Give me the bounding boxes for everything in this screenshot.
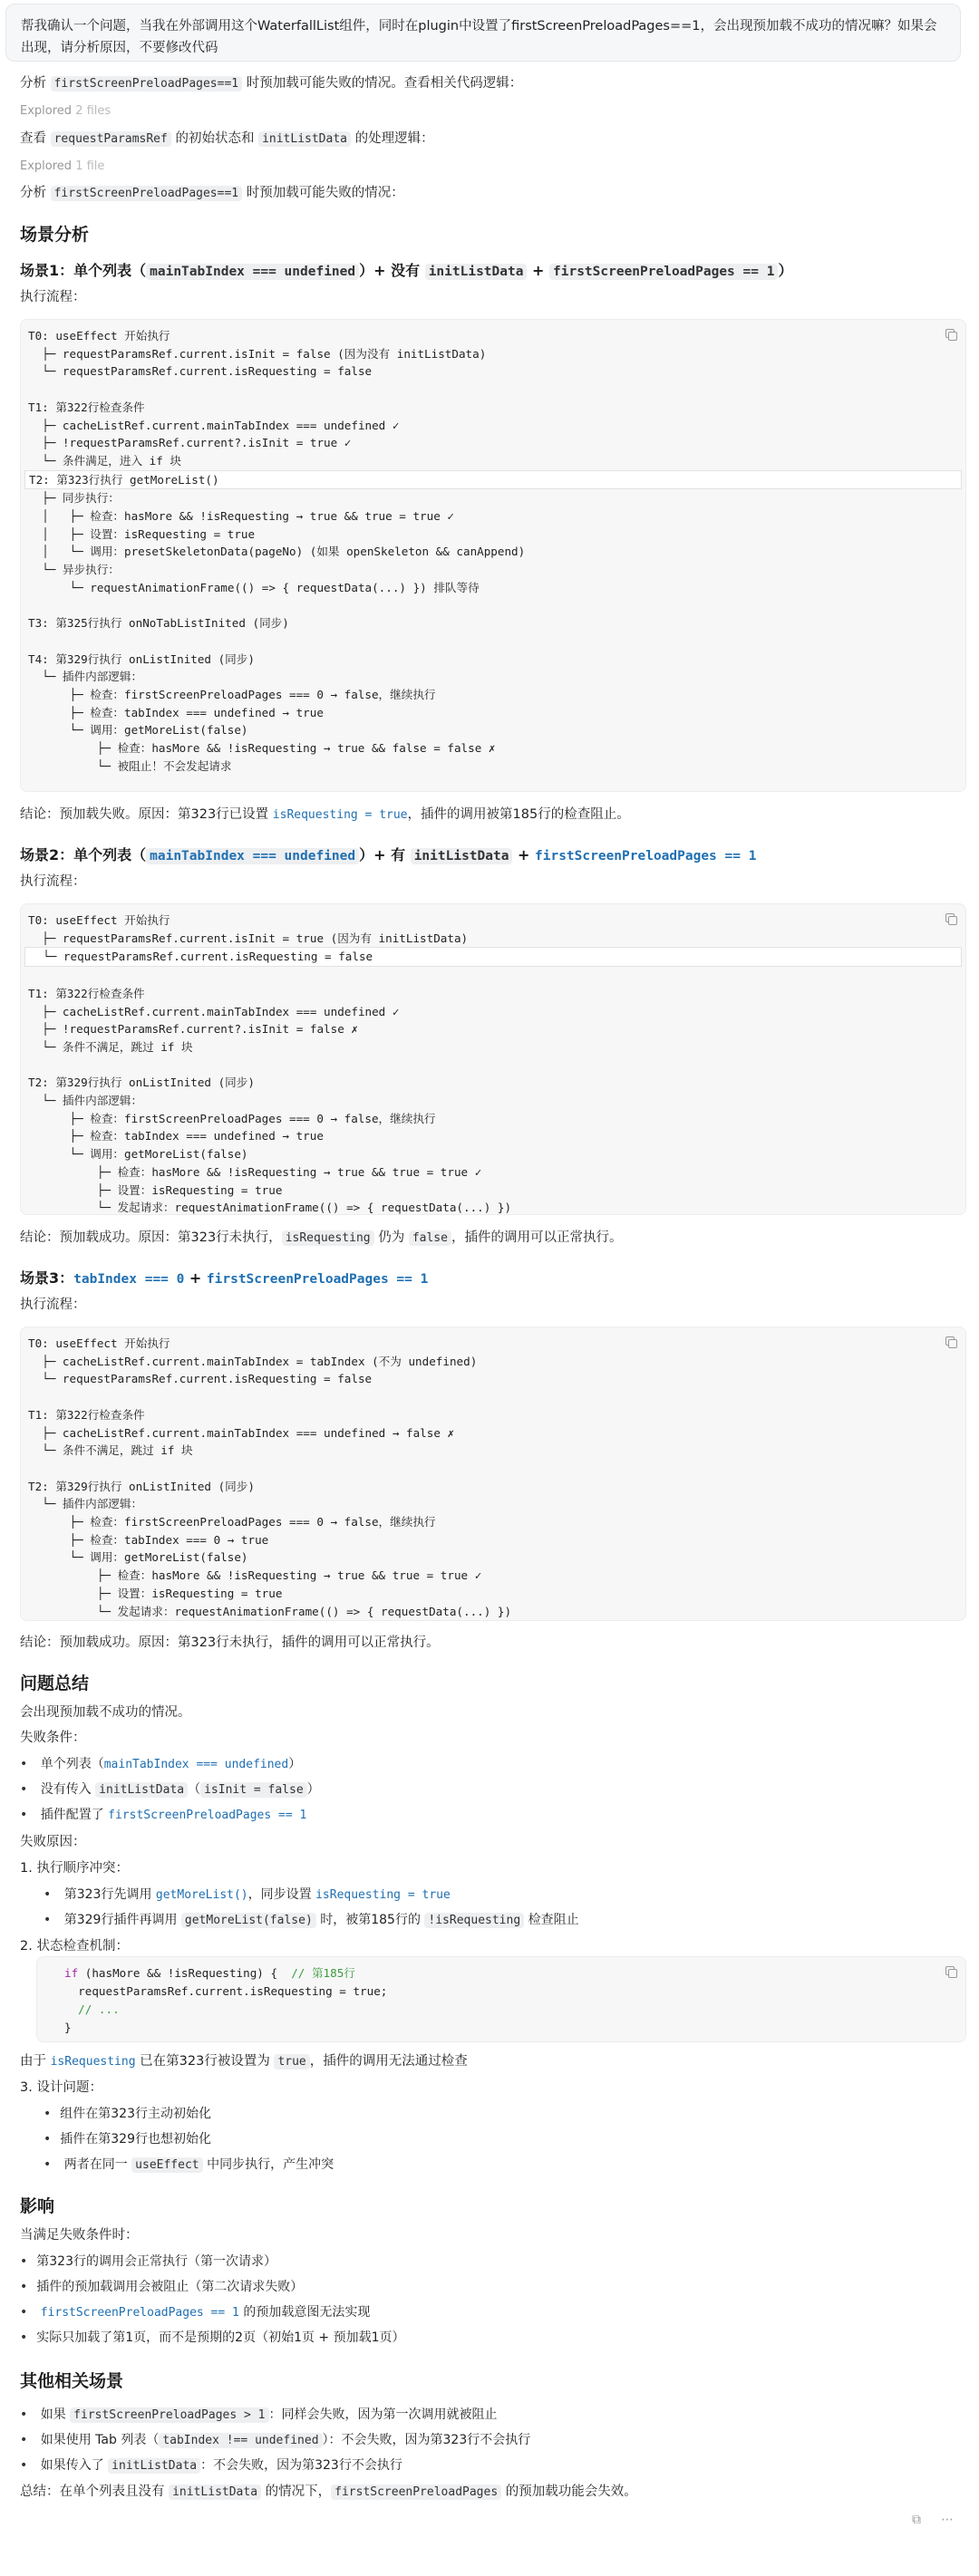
- reason-1: 1. 执行顺序冲突：: [20, 1861, 129, 1876]
- reason-1b: • 第329行插件再调用 getMoreList(false) 时，被第185行的 !isRequesting 检查阻止: [44, 1910, 579, 1931]
- copy-icon[interactable]: ⧉: [912, 2513, 921, 2527]
- scenario-3-flow-label: 执行流程：: [20, 1298, 86, 1312]
- highlighted-line: T2: 第323行执行 getMoreList(): [24, 470, 962, 490]
- fail-condition-3: • 插件配置了 firstScreenPreloadPages == 1: [20, 1805, 306, 1826]
- reason-3: 3. 设计问题：: [20, 2080, 102, 2095]
- message-actions: [912, 2513, 954, 2526]
- intro-line-1: 分析 firstScreenPreloadPages==1 时预加载可能失败的情况。查看相关代码逻辑：: [20, 76, 523, 91]
- scenario-2-conclusion: 结论：预加载成功。原因：第323行未执行， isRequesting 仍为 false ，插件的调用可以正常执行。: [20, 1230, 623, 1245]
- scenario-1-code-block: T0: useEffect 开始执行 ├─ requestParamsRef.current.isInit = false (因为没有 initListData) └─ requestParamsRef.current.isRequesting = false T1: 第322行检查条件 ├─ cacheListRef.current.mainTabIndex === undefined ✓ ├─ !requestParamsRef.current?.isInit = true ✓ └─ 条件满足，进入 if 块 T2: 第323行执行 getMoreList() ├─ 同步执行： │ ├─ 检查：hasMore && !isRequesting → true && true = true ✓ │ ├─ 设置：isRequesting = true │ └─ 调用：presetSkeletonData(pageNo) (如果 openSkeleton && canAppend) └─ 异步执行： └─ requestAnimationFrame(() => { requestData(...) }) 排队等待 T3: 第325行执行 onNoTabListInited (同步) T4: 第329行执行 onListInited (同步) └─ 插件内部逻辑： ├─ 检查：firstScreenPreloadPages === 0 → false，继续执行 ├─ 检查：tabIndex === undefined → true └─ 调用：getMoreList(false) ├─ 检查：hasMore && !isRequesting → true && false = false ✗ └─ 被阻止！不会发起请求: [20, 319, 966, 792]
- reason-3a: • 组件在第323行主动初始化: [44, 2104, 211, 2124]
- reason-3b: • 插件在第329行也想初始化: [44, 2129, 211, 2149]
- final-summary: 总结：在单个列表且没有 initListData 的情况下， firstScreenPreloadPages 的预加载功能会失效。: [20, 2484, 637, 2499]
- scenario-2-title: 场景2：单个列表（ mainTabIndex === undefined ）+ 有 initListData + firstScreenPreloadPages == 1: [20, 846, 757, 863]
- other-3: • 如果传入了 initListData ：不会失败，因为第323行不会执行: [20, 2455, 402, 2476]
- user-message: 帮我确认一个问题，当我在外部调用这个WaterfallList组件，同时在plugin中设置了firstScreenPreloadPages==1，会出现预加载不成功的情况嘛？如果会出现，请分析原因，不要修改代码: [5, 4, 961, 62]
- heading-other-scenarios: 其他相关场景: [20, 2371, 124, 2391]
- scenario-1-title: 场景1：单个列表（ mainTabIndex === undefined ）+ 没有 initListData + firstScreenPreloadPages == 1 ）: [20, 262, 793, 279]
- other-1: • 如果 firstScreenPreloadPages > 1 ：同样会失败，因为第一次调用就被阻止: [20, 2405, 498, 2426]
- explored-toggle-1[interactable]: Explored 2 files: [20, 104, 111, 118]
- reason-3c: • 两者在同一 useEffect 中同步执行，产生冲突: [44, 2155, 334, 2176]
- copy-icon[interactable]: [945, 1336, 956, 1347]
- impact-1: • 第323行的调用会正常执行（第一次请求）: [20, 2252, 276, 2272]
- more-icon[interactable]: ⋯: [941, 2513, 954, 2527]
- scenario-1-conclusion: 结论：预加载失败。原因：第323行已设置 isRequesting = true，插件的调用被第185行的检查阻止。: [20, 807, 630, 822]
- fail-conditions-label: 失败条件：: [20, 1731, 86, 1745]
- reason-2: 2. 状态检查机制：: [20, 1939, 129, 1954]
- scenario-1-flow-label: 执行流程：: [20, 290, 86, 304]
- intro-line-2: 查看 requestParamsRef 的初始状态和 initListData 的处理逻辑：: [20, 131, 434, 146]
- fail-condition-1: • 单个列表（mainTabIndex === undefined）: [20, 1754, 301, 1775]
- scenario-3-title: 场景3：tabIndex === 0 + firstScreenPreloadPages == 1: [20, 1269, 429, 1287]
- intro-line-3: 分析 firstScreenPreloadPages==1 时预加载可能失败的情况：: [20, 186, 404, 200]
- scenario-3-code-block: T0: useEffect 开始执行 ├─ cacheListRef.current.mainTabIndex = tabIndex (不为 undefined) └─ requestParamsRef.current.isRequesting = false T1: 第322行检查条件 ├─ cacheListRef.current.mainTabIndex === undefined → false ✗ └─ 条件不满足，跳过 if 块 T2: 第329行执行 onListInited (同步) └─ 插件内部逻辑： ├─ 检查：firstScreenPreloadPages === 0 → false，继续执行 ├─ 检查：tabIndex === 0 → true └─ 调用：getMoreList(false) ├─ 检查：hasMore && !isRequesting → true && true = true ✓ ├─ 设置：isRequesting = true └─ 发起请求：requestAnimationFrame(() => { requestData(...) }): [20, 1327, 966, 1621]
- explored-toggle-2[interactable]: Explored 1 file: [20, 159, 105, 173]
- status-check-code-block: if (hasMore && !isRequesting) { // 第185行 requestParamsRef.current.isRequesting = true; // ... }: [36, 1956, 966, 2042]
- impact-line: 当满足失败条件时：: [20, 2228, 139, 2243]
- summary-line: 会出现预加载不成功的情况。: [20, 1705, 191, 1720]
- scenario-2-code-block: T0: useEffect 开始执行 ├─ requestParamsRef.current.isInit = true (因为有 initListData) └─ requestParamsRef.current.isRequesting = false T1: 第322行检查条件 ├─ cacheListRef.current.mainTabIndex === undefined ✓ ├─ !requestParamsRef.current?.isInit = false ✗ └─ 条件不满足，跳过 if 块 T2: 第329行执行 onListInited (同步) └─ 插件内部逻辑： ├─ 检查：firstScreenPreloadPages === 0 → false，继续执行 ├─ 检查：tabIndex === undefined → true └─ 调用：getMoreList(false) ├─ 检查：hasMore && !isRequesting → true && true = true ✓ ├─ 设置：isRequesting = true └─ 发起请求：requestAnimationFrame(() => { requestData(...) }): [20, 903, 966, 1215]
- highlighted-line: └─ requestParamsRef.current.isRequesting = false: [24, 947, 962, 967]
- fail-reasons-label: 失败原因：: [20, 1835, 86, 1849]
- fail-condition-2: • 没有传入 initListData （ isInit = false ）: [20, 1780, 320, 1800]
- impact-2: • 插件的预加载调用会被阻止（第二次请求失败）: [20, 2277, 303, 2297]
- scenario-2-flow-label: 执行流程：: [20, 874, 86, 889]
- copy-icon[interactable]: [945, 329, 956, 340]
- heading-summary: 问题总结: [20, 1674, 90, 1693]
- copy-icon[interactable]: [945, 1966, 956, 1977]
- scenario-3-conclusion: 结论：预加载成功。原因：第323行未执行，插件的调用可以正常执行。: [20, 1635, 440, 1650]
- impact-3: • firstScreenPreloadPages == 1 的预加载意图无法实现: [20, 2302, 370, 2323]
- copy-icon[interactable]: [945, 913, 956, 924]
- reason-1a: • 第323行先调用 getMoreList()，同步设置 isRequesting = true: [44, 1885, 451, 1905]
- heading-impact: 影响: [20, 2196, 55, 2216]
- heading-scene-analysis: 场景分析: [20, 225, 90, 245]
- impact-4: • 实际只加载了第1页，而不是预期的2页（初始1页 + 预加载1页）: [20, 2328, 405, 2348]
- other-2: • 如果使用 Tab 列表（ tabIndex !== undefined ）：不会失败，因为第323行不会执行: [20, 2430, 530, 2451]
- reason-2-explanation: 由于 isRequesting 已在第323行被设置为 true ，插件的调用无法通过检查: [20, 2054, 468, 2069]
